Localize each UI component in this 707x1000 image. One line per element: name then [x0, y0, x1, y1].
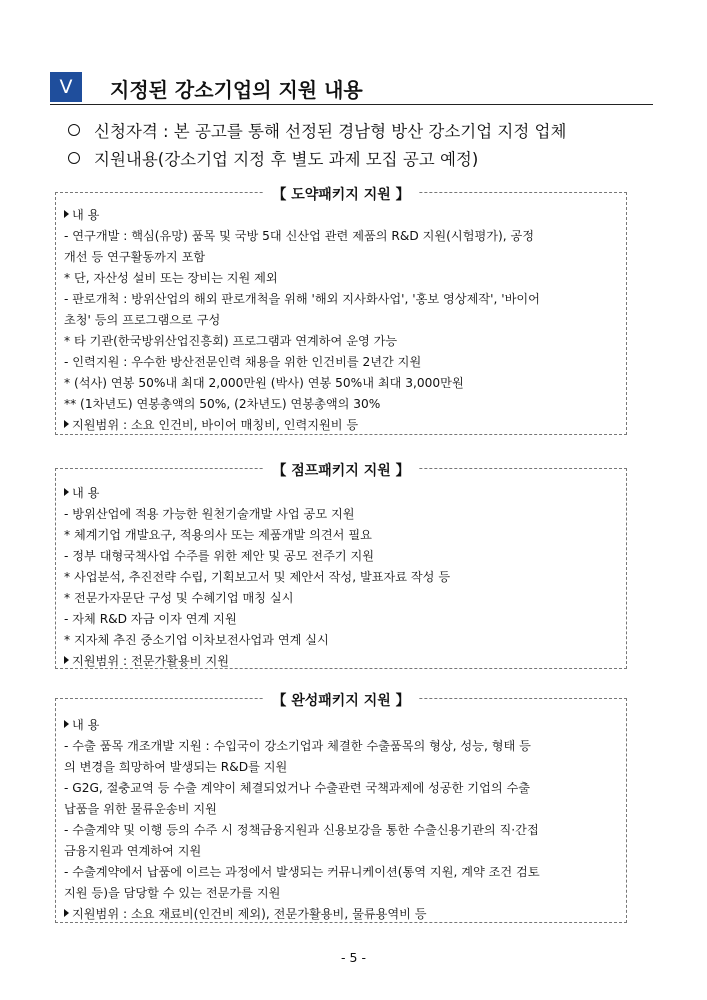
bullet-eligibility: [68, 118, 566, 142]
triangle-bullet-icon: [64, 909, 69, 917]
box-line: 지원범위 : 소요 재료비(인건비 제외), 전문가활용비, 물류용역비 등: [64, 906, 427, 922]
box-line: * 지자체 추진 중소기업 이차보전사업과 연계 실시: [64, 633, 329, 647]
box-line: - 수출계약 및 이행 등의 수주 시 정책금융지원과 신용보강을 통한 수출신용기관의 직·간접: [64, 823, 539, 837]
triangle-bullet-icon: [64, 420, 69, 428]
triangle-bullet-icon: [64, 656, 69, 664]
box-line: 지원 등)을 담당할 수 있는 전문가를 지원: [64, 886, 281, 900]
box-line: * 전문가자문단 구성 및 수혜기업 매칭 실시: [64, 591, 294, 605]
box-line: - G2G, 절충교역 등 수출 계약이 체결되었거나 수출관련 국책과제에 성공한 기업의 수출: [64, 781, 531, 795]
bullet-text: 신청자격 : 본 공고를 통해 선정된 경남형 방산 강소기업 지정 업체: [94, 122, 567, 141]
package-box-leap: [55, 187, 627, 435]
box-line: - 자체 R&D 자금 이자 연계 지원: [64, 612, 237, 626]
bullet-text: 지원내용(강소기업 지정 후 별도 과제 모집 공고 예정): [94, 150, 479, 169]
triangle-bullet-icon: [64, 720, 69, 728]
box-line: 내 용: [64, 207, 99, 223]
box-line: 지원범위 : 소요 인건비, 바이어 매칭비, 인력지원비 등: [64, 417, 358, 433]
box-line: 개선 등 연구활동까지 포함: [64, 250, 206, 264]
section-title: 지정된 강소기업의 지원 내용: [110, 78, 363, 102]
box-line: - 인력지원 : 우수한 방산전문인력 채용을 위한 인건비를 2년간 지원: [64, 355, 422, 369]
package-box-jump: [55, 463, 627, 669]
box-line: - 수출계약에서 납품에 이르는 과정에서 발생되는 커뮤니케이션(통역 지원, 계약 조건 검토: [64, 865, 540, 879]
box-line: 내 용: [64, 485, 99, 501]
box-line: - 수출 품목 개조개발 지원 : 수입국이 강소기업과 체결한 수출품목의 형상, 성능, 형태 등: [64, 739, 531, 753]
box-line: - 판로개척 : 방위산업의 해외 판로개척을 위해 '해외 지사화사업', '홍보 영상제작', '바이어: [64, 292, 540, 306]
box-line: * (석사) 연봉 50%내 최대 2,000만원 (박사) 연봉 50%내 최대 3,000만원: [64, 376, 464, 390]
box-line: * 타 기관(한국방위산업진흥회) 프로그램과 연계하여 운영 가능: [64, 334, 398, 348]
section-header: [50, 72, 653, 105]
box-line: 납품을 위한 물류운송비 지원: [64, 802, 217, 816]
page-number: - 5 -: [341, 950, 366, 965]
circle-bullet-icon: [68, 124, 80, 136]
circle-bullet-icon: [68, 152, 80, 164]
box-line: 금융지원과 연계하여 지원: [64, 844, 202, 858]
box-line: * 사업분석, 추진전략 수립, 기획보고서 및 제안서 작성, 발표자료 작성 등: [64, 570, 451, 584]
package-box-complete: [55, 693, 627, 923]
box-title: 【 점프패키지 지원 】: [56, 460, 626, 480]
box-line: 지원범위 : 전문가활용비 지원: [64, 653, 229, 669]
bullet-support-content: [68, 146, 478, 170]
box-title: 【 도약패키지 지원 】: [56, 184, 626, 204]
triangle-bullet-icon: [64, 210, 69, 218]
box-line: - 연구개발 : 핵심(유망) 품목 및 국방 5대 신산업 관련 제품의 R&D 지원(시험평가), 공정: [64, 229, 535, 243]
box-line: * 단, 자산성 설비 또는 장비는 지원 제외: [64, 271, 278, 285]
triangle-bullet-icon: [64, 488, 69, 496]
box-line: * 체계기업 개발요구, 적용의사 또는 제품개발 의견서 필요: [64, 528, 372, 542]
box-line: 초청' 등의 프로그램으로 구성: [64, 313, 221, 327]
box-line: 내 용: [64, 717, 99, 733]
box-line: - 정부 대형국책사업 수주를 위한 제안 및 공모 전주기 지원: [64, 549, 375, 563]
box-title: 【 완성패키지 지원 】: [56, 690, 626, 710]
box-line: 의 변경을 희망하여 발생되는 R&D를 지원: [64, 760, 288, 774]
box-line: ** (1차년도) 연봉총액의 50%, (2차년도) 연봉총액의 30%: [64, 397, 381, 411]
box-line: - 방위산업에 적용 가능한 원천기술개발 사업 공모 지원: [64, 507, 355, 521]
section-number-badge: V: [50, 72, 82, 102]
